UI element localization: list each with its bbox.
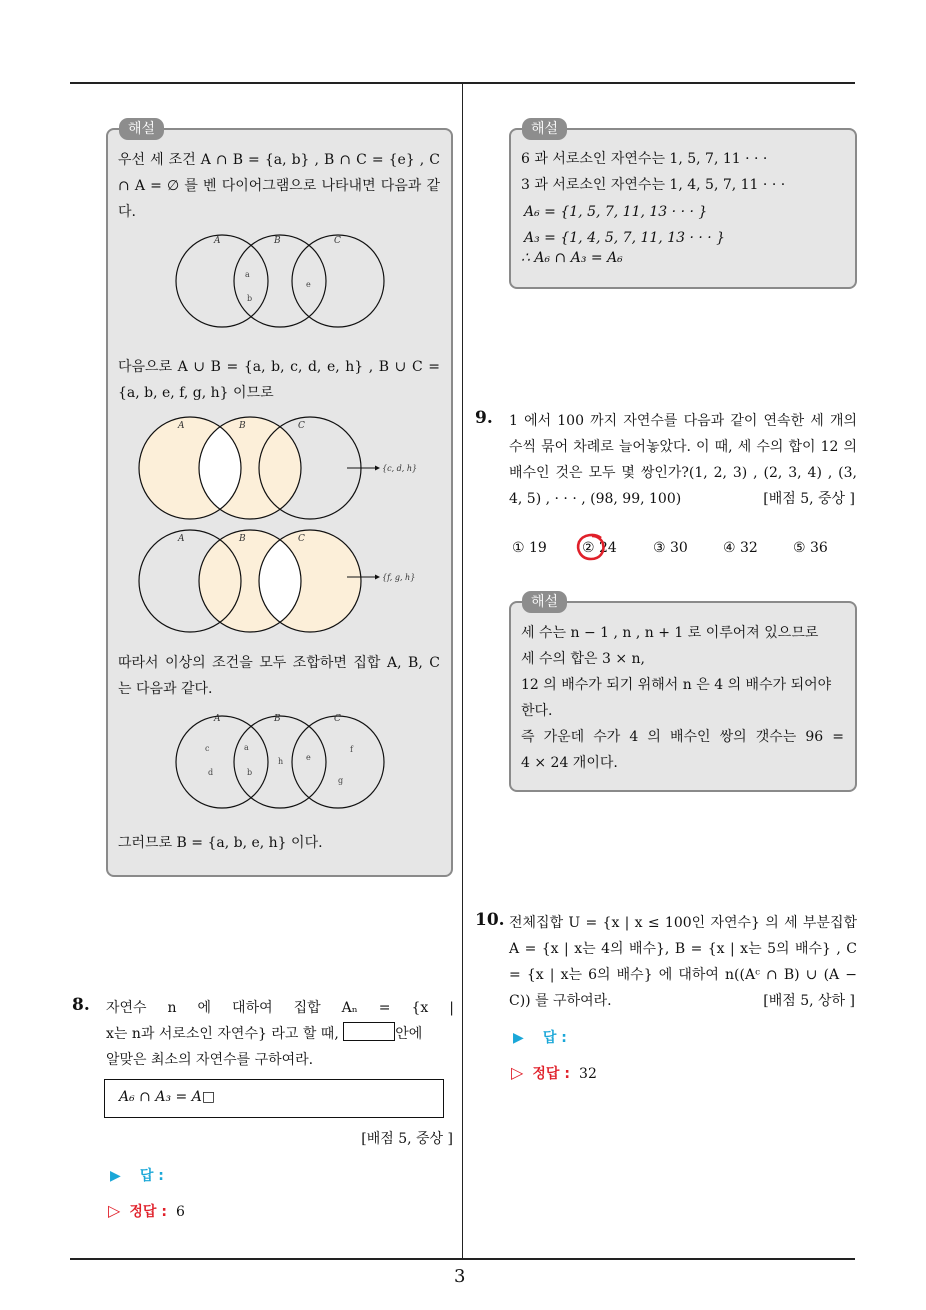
question-9-score: [배점 5, 중상 ] xyxy=(763,491,855,507)
label-a: A xyxy=(178,534,185,544)
explanation-9-line-4: 한다. xyxy=(521,703,553,719)
correct-label: 정답 : xyxy=(532,1066,570,1082)
explanation-8-line-5: ∴ A₆ ∩ A₃ = A₆ xyxy=(521,250,623,266)
choice-1[interactable]: ① 19 xyxy=(512,540,547,556)
label-a: A xyxy=(178,421,185,431)
question-8-line-1: 자연수 n 에 대하여 집합 Aₙ = {x | xyxy=(106,1000,454,1016)
question-9-text: 1 에서 100 까지 자연수를 다음과 같이 연속한 세 개의 수씩 묶어 차례로 늘어놓았다. 이 때, 세 수의 합이 12 의 배수인 것은 모두 몇 쌍인가?(1, 2, 3) , (2, 3, 4) , (3, 4, 5) , · · · , (98, 99, 100) xyxy=(509,413,857,507)
label-a: A xyxy=(214,236,221,246)
venn-diagram-4 xyxy=(170,712,390,812)
label-c: C xyxy=(334,236,341,246)
correct-label: 정답 : xyxy=(129,1204,167,1220)
play-icon: ▶ xyxy=(513,1030,524,1046)
element-d: d xyxy=(208,768,214,777)
play-outline-icon: ▷ xyxy=(511,1063,524,1082)
label-b: B xyxy=(274,714,281,724)
set-a-circle xyxy=(176,716,268,808)
venn-diagram-3 xyxy=(135,529,435,634)
venn-diagram-2 xyxy=(135,416,435,521)
element-e: e xyxy=(306,280,311,289)
element-b: b xyxy=(247,294,253,303)
answer-label: 답 : xyxy=(542,1030,567,1046)
label-a: A xyxy=(214,714,221,724)
explanation-paragraph-4: 그러므로 B = {a, b, e, h} 이다. xyxy=(118,835,323,851)
set-c-circle xyxy=(292,716,384,808)
choice-4[interactable]: ④ 32 xyxy=(723,540,758,556)
question-8-score: [배점 5, 중상 ] xyxy=(361,1131,453,1147)
explanation-9-line-5: 즉 가운데 수가 4 의 배수인 쌍의 갯수는 96 = xyxy=(521,729,844,745)
question-8-correct-row xyxy=(108,1201,185,1221)
correct-value: 6 xyxy=(176,1204,185,1220)
play-icon: ▶ xyxy=(110,1168,121,1184)
answer-label: 답 : xyxy=(139,1168,164,1184)
label-b: B xyxy=(274,236,281,246)
label-b: B xyxy=(239,534,246,544)
bottom-rule xyxy=(70,1258,855,1260)
question-10-answer-row xyxy=(513,1027,567,1047)
element-b: b xyxy=(247,768,253,777)
question-8-answer-row xyxy=(110,1165,164,1185)
choice-2[interactable]: ② 24 xyxy=(582,540,617,556)
element-e: e xyxy=(306,753,311,762)
column-divider xyxy=(462,83,463,1259)
set-b-circle xyxy=(234,235,326,327)
element-g: g xyxy=(338,776,344,785)
explanation-8-line-2: 3 과 서로소인 자연수는 1, 4, 5, 7, 11 · · · xyxy=(521,177,786,193)
explanation-8-line-1: 6 과 서로소인 자연수는 1, 5, 7, 11 · · · xyxy=(521,151,768,167)
answer-circle-mark xyxy=(575,532,609,564)
explanation-8-line-3: A₆ = {1, 5, 7, 11, 13 · · · } xyxy=(524,204,708,220)
explanation-9-line-2: 세 수의 합은 3 × n, xyxy=(521,651,645,667)
question-8-line-3: 알맞은 최소의 자연수를 구하여라. xyxy=(106,1052,314,1068)
choice-5[interactable]: ⑤ 36 xyxy=(793,540,828,556)
blank-box xyxy=(343,1022,395,1041)
question-10-text: 전체집합 U = {x | x ≤ 100인 자연수} 의 세 부분집합 A = {x | x는 4의 배수}, B = {x | x는 5의 배수} , C = {x | x는 6의 배수} 에 대하여 n((Aᶜ ∩ B) ∪ (A − C)) 를 구하여라. xyxy=(509,915,857,1009)
label-c: C xyxy=(298,421,305,431)
explanation-tag: 해설 xyxy=(522,118,567,140)
result-set: {f, g, h} xyxy=(382,573,416,582)
formula-box xyxy=(104,1079,444,1118)
element-h: h xyxy=(278,757,284,766)
question-8-line-2-text: x는 n과 서로소인 자연수} 라고 할 때, xyxy=(106,1026,339,1042)
explanation-9-line-6: 4 × 24 개이다. xyxy=(521,755,618,771)
explanation-tag: 해설 xyxy=(522,591,567,613)
venn-diagram-1 xyxy=(170,232,390,332)
page-number: 3 xyxy=(454,1266,466,1287)
explanation-9-line-3: 12 의 배수가 되기 위해서 n 은 4 의 배수가 되어야 xyxy=(521,677,832,693)
explanation-9-line-1: 세 수는 n − 1 , n , n + 1 로 이루어져 있으므로 xyxy=(521,625,819,641)
label-b: B xyxy=(239,421,246,431)
element-a: a xyxy=(245,270,250,279)
explanation-paragraph-2: 다음으로 A ∪ B = {a, b, c, d, e, h} , B ∪ C = {a, b, e, f, g, h} 이므로 xyxy=(118,359,440,401)
set-a-circle xyxy=(176,235,268,327)
play-outline-icon: ▷ xyxy=(108,1201,121,1220)
question-8-line-2-end: 안에 xyxy=(395,1026,423,1042)
formula-text: A₆ ∩ A₃ = A□ xyxy=(119,1089,216,1105)
element-a: a xyxy=(244,743,249,752)
question-10-correct-row xyxy=(511,1063,597,1083)
explanation-8-line-4: A₃ = {1, 4, 5, 7, 11, 13 · · · } xyxy=(524,230,726,246)
question-9-number: 9. xyxy=(475,408,493,428)
correct-value: 32 xyxy=(579,1066,597,1082)
result-set: {c, d, h} xyxy=(382,464,418,473)
element-f: f xyxy=(350,745,353,754)
question-8-number: 8. xyxy=(72,995,90,1015)
question-10-score: [배점 5, 상하 ] xyxy=(763,993,855,1009)
choice-3[interactable]: ③ 30 xyxy=(653,540,688,556)
explanation-tag: 해설 xyxy=(119,118,164,140)
question-8-line-2 xyxy=(106,1021,454,1047)
element-c: c xyxy=(205,744,210,753)
explanation-paragraph-1: 우선 세 조건 A ∩ B = {a, b} , B ∩ C = {e} , C ∩ A = ∅ 를 벤 다이어그램으로 나타내면 다음과 같다. xyxy=(118,152,440,220)
label-c: C xyxy=(334,714,341,724)
explanation-paragraph-3: 따라서 이상의 조건을 모두 조합하면 집합 A, B, C 는 다음과 같다. xyxy=(118,655,440,697)
label-c: C xyxy=(298,534,305,544)
question-10-number: 10. xyxy=(475,910,505,930)
